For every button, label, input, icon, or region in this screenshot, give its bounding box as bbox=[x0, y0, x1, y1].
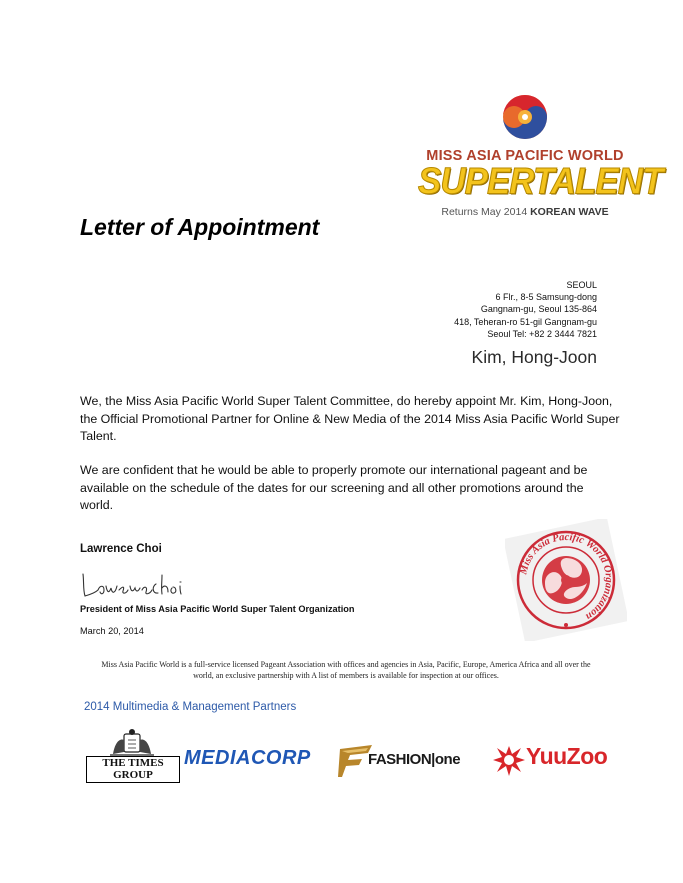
footer-disclaimer: Miss Asia Pacific World is a full-service licensed Pageant Association with offices and agencies in Asia, Pacific, Europe, America Africa and all over the world, an exclusive partnership with A list of members is available for inspection at our offices. bbox=[101, 660, 591, 680]
logo-tagline-prefix: Returns May 2014 bbox=[441, 206, 531, 218]
times-line2: GROUP bbox=[113, 768, 153, 781]
logo-line1: MISS ASIA PACIFIC WORLD bbox=[426, 148, 624, 164]
signer-title: President of Miss Asia Pacific World Super Talent Organization bbox=[80, 604, 355, 614]
logo-supertalent: SUPERTALENT bbox=[418, 161, 663, 202]
times-line1: THE TIMES bbox=[102, 757, 164, 769]
letter-date: March 20, 2014 bbox=[80, 626, 144, 636]
body-paragraph-2: We are confident that he would be able to properly promote our international pageant and be available on the schedule of the dates for our screening and all other promotions around the world. bbox=[80, 463, 588, 512]
address-line1: 6 Flr., 8-5 Samsung-dong bbox=[495, 292, 597, 303]
partners-heading: 2014 Multimedia & Management Partners bbox=[84, 701, 297, 713]
address-block bbox=[454, 279, 597, 340]
yuuzoo-splash-icon bbox=[492, 742, 526, 778]
logo-tagline bbox=[418, 206, 632, 218]
body-paragraph-1: We, the Miss Asia Pacific World Super Talent Committee, do hereby appoint Mr. Kim, Hong-Joon, the Official Promotional Partner for Online & New Media of the 2014 Miss Asia Pacific World Super Talent. bbox=[80, 394, 620, 443]
logo-tagline-bold: KOREAN WAVE bbox=[530, 206, 609, 218]
times-group-text bbox=[86, 756, 180, 783]
address-phone: Seoul Tel: +82 2 3444 7821 bbox=[487, 328, 597, 339]
mediacorp-logo: MEDIACORP bbox=[184, 747, 311, 769]
address-line3: 418, Teheran-ro 51-gil Gangnam-gu bbox=[454, 316, 597, 327]
fashion-one-text: FASHION|one bbox=[368, 751, 461, 768]
fashion-one-logo bbox=[338, 743, 488, 779]
organization-seal-stamp bbox=[505, 519, 627, 641]
signer-name: Lawrence Choi bbox=[80, 543, 162, 555]
yuuzoo-text: YuuZoo bbox=[526, 743, 608, 769]
swirl-emblem-icon bbox=[501, 88, 549, 146]
times-group-logo bbox=[86, 728, 178, 782]
address-line2: Gangnam-gu, Seoul 135-864 bbox=[480, 304, 597, 315]
letter-title: Letter of Appointment bbox=[80, 214, 320, 240]
stamp-text: Miss Asia Pacific World Organization bbox=[518, 531, 615, 622]
handwritten-signature bbox=[80, 570, 190, 600]
yuuzoo-logo bbox=[492, 742, 622, 778]
recipient-name: Kim, Hong-Joon bbox=[471, 347, 597, 367]
address-city: SEOUL bbox=[566, 280, 597, 290]
pageant-logo bbox=[418, 88, 663, 223]
times-crest-icon bbox=[110, 728, 154, 758]
